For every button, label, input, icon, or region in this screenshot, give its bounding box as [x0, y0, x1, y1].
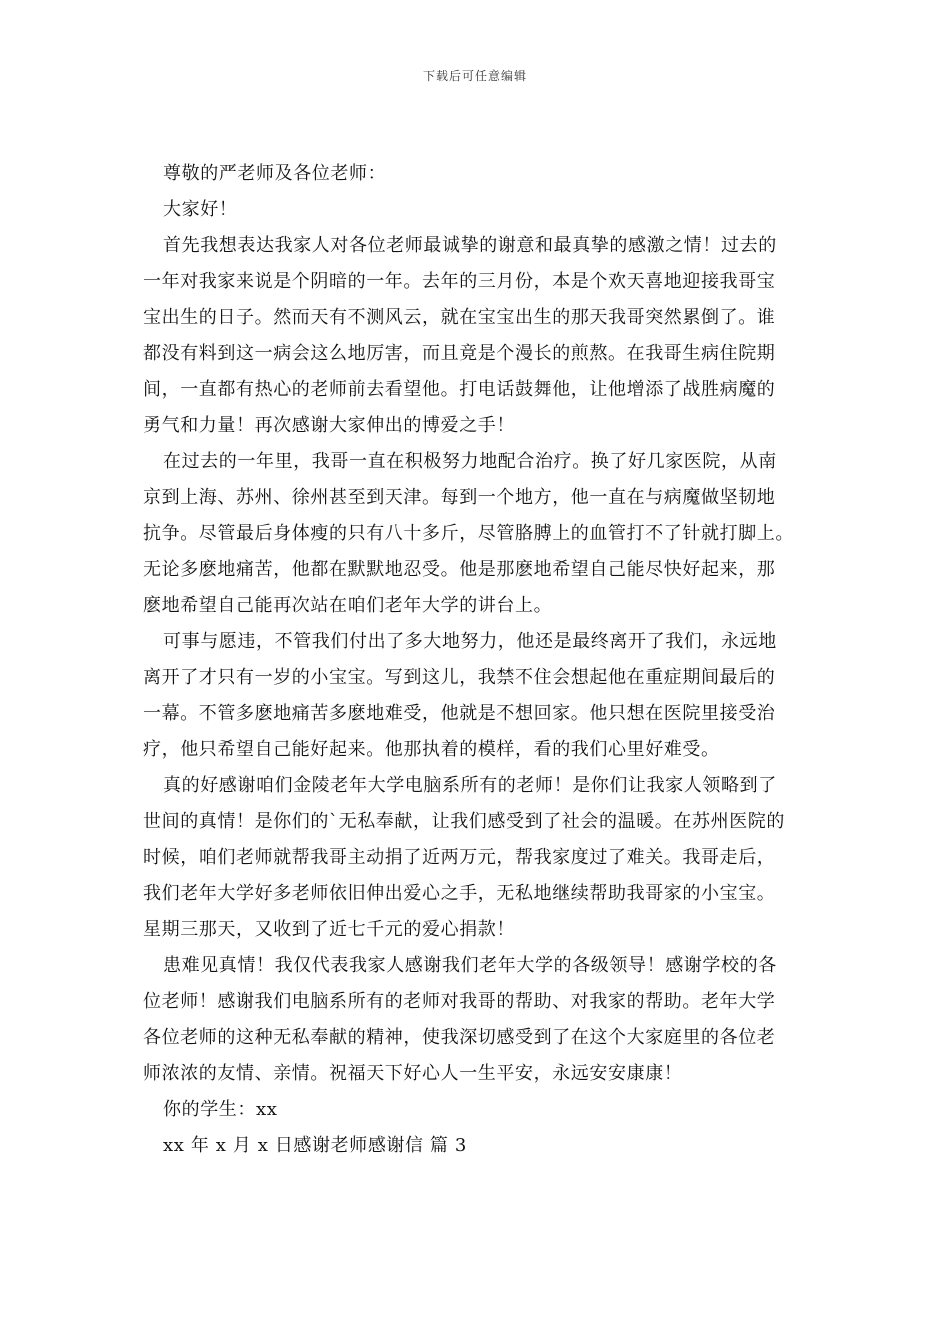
- paragraph-4: [143, 768, 833, 948]
- paragraph-line: 疗，他只希望自己能好起来。他那执着的模样，看的我们心里好难受。: [143, 739, 720, 760]
- paragraph-line: 患难见真情！我仅代表我家人感谢我们老年大学的各级领导！感谢学校的各: [163, 955, 777, 976]
- paragraph-3: [143, 624, 833, 768]
- paragraph-line: 首先我想表达我家人对各位老师最诚挚的谢意和最真挚的感激之情！过去的: [163, 235, 777, 256]
- paragraph-2: [143, 444, 833, 624]
- paragraph-line: 宝出生的日子。然而天有不测风云，就在宝宝出生的那天我哥突然累倒了。谁: [143, 307, 776, 328]
- paragraph-line: 无论多麽地痛苦，他都在默默地忍受。他是那麽地希望自己能尽快好起来，那: [143, 559, 776, 580]
- paragraph-1: [143, 228, 833, 444]
- header-note: 下载后可任意编辑: [422, 69, 527, 83]
- paragraph-line: 勇气和力量！再次感谢大家伸出的博爱之手！: [143, 415, 515, 436]
- paragraph-5: [143, 948, 833, 1092]
- paragraph-line: 时候，咱们老师就帮我哥主动捐了近两万元，帮我家度过了难关。我哥走后，: [143, 847, 776, 868]
- paragraph-line: 抗争。尽管最后身体瘦的只有八十多斤，尽管胳膊上的血管打不了针就打脚上。: [143, 523, 794, 544]
- paragraph-line: 可事与愿违，不管我们付出了多大地努力，他还是最终离开了我们，永远地: [163, 631, 777, 652]
- letter-salutation: 尊敬的严老师及各位老师：: [163, 163, 387, 184]
- paragraph-line: 都没有料到这一病会这么地厉害，而且竟是个漫长的煎熬。在我哥生病住院期: [143, 343, 776, 364]
- paragraph-line: 京到上海、苏州、徐州甚至到天津。每到一个地方，他一直在与病魔做坚韧地: [143, 487, 776, 508]
- paragraph-line: 一年对我家来说是个阴暗的一年。去年的三月份，本是个欢天喜地迎接我哥宝: [143, 271, 776, 292]
- paragraph-line: 真的好感谢咱们金陵老年大学电脑系所有的老师！是你们让我家人领略到了: [163, 775, 777, 796]
- paragraph-line: 在过去的一年里，我哥一直在积极努力地配合治疗。换了好几家医院，从南: [163, 451, 777, 472]
- paragraph-line: 师浓浓的友情、亲情。祝福天下好心人一生平安，永远安安康康！: [143, 1063, 683, 1084]
- paragraph-line: 世间的真情！是你们的`无私奉献，让我们感受到了社会的温暖。在苏州医院的: [143, 811, 785, 832]
- paragraph-line: 星期三那天，又收到了近七千元的爱心捐款！: [143, 919, 515, 940]
- letter-date-line: xx 年 x 月 x 日感谢老师感谢信 篇 3: [163, 1135, 467, 1156]
- paragraph-line: 我们老年大学好多老师依旧伸出爱心之手，无私地继续帮助我哥家的小宝宝。: [143, 883, 776, 904]
- paragraph-line: 各位老师的这种无私奉献的精神，使我深切感受到了在这个大家庭里的各位老: [143, 1027, 776, 1048]
- paragraph-line: 间，一直都有热心的老师前去看望他。打电话鼓舞他，让他增添了战胜病魔的: [143, 379, 776, 400]
- letter-signature: 你的学生：xx: [163, 1099, 278, 1120]
- paragraph-line: 一幕。不管多麽地痛苦多麽地难受，他就是不想回家。他只想在医院里接受治: [143, 703, 776, 724]
- letter-body: [143, 156, 833, 1164]
- paragraph-line: 位老师！感谢我们电脑系所有的老师对我哥的帮助、对我家的帮助。老年大学: [143, 991, 776, 1012]
- paragraph-line: 离开了才只有一岁的小宝宝。写到这儿，我禁不住会想起他在重症期间最后的: [143, 667, 776, 688]
- paragraph-line: 麽地希望自己能再次站在咱们老年大学的讲台上。: [143, 595, 553, 616]
- letter-greeting: 大家好！: [163, 199, 238, 220]
